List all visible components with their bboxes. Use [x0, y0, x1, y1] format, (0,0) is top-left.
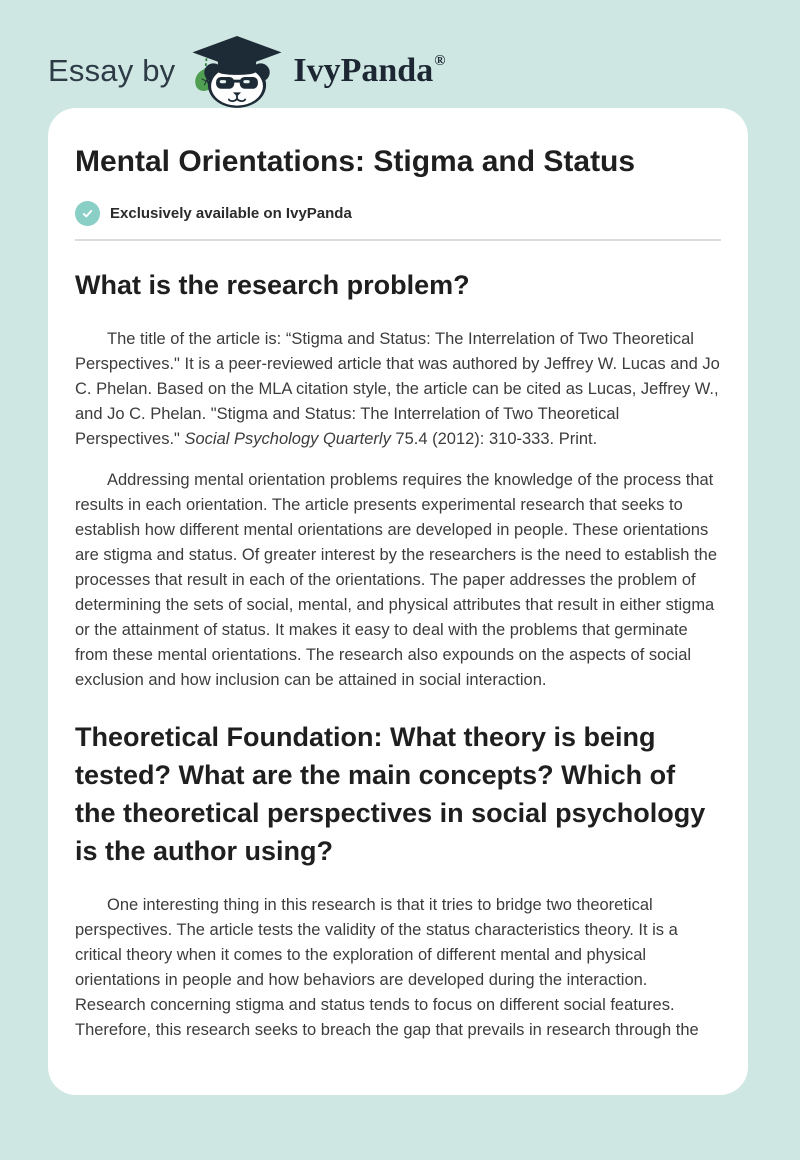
panda-logo-graphic: [187, 35, 287, 108]
brand-wordmark[interactable]: [293, 52, 444, 90]
registered-trademark-symbol: ®: [434, 53, 446, 69]
journal-title: Social Psychology Quarterly: [184, 430, 391, 448]
divider: [75, 239, 721, 241]
essay-title: Mental Orientations: Stigma and Status: [75, 145, 636, 178]
citation-text-after: 75.4 (2012): 310-333. Print.: [390, 430, 598, 448]
availability-badge-label: Exclusively available on IvyPanda: [110, 205, 352, 222]
ivypanda-panda-logo-icon[interactable]: [187, 35, 287, 108]
paragraph-citation: [75, 327, 721, 452]
section-heading-theoretical-foundation: Theoretical Foundation: What theory is being tested? What are the main concepts? Which of the theoretical perspectives in social psychology is the author using?: [75, 722, 706, 866]
brand-name: IvyPanda: [293, 52, 434, 89]
essay-by-label: Essay by: [48, 53, 176, 88]
paragraph-research-problem: Addressing mental orientation problems requires the knowledge of the process that results in each orientation. The article presents experimental research that seeks to establish how different mental orientations are developed in people. These orientations are stigma and status. Of greater interest by the researchers is the need to establish the processes that result in each of the orientations. The paper addresses the problem of determining the sets of social, mental, and physical attributes that result in either stigma or the attainment of status. It makes it easy to deal with the problems that germinate from these mental orientations. The research also expounds on the aspects of social exclusion and how inclusion can be attained in social interaction.: [75, 471, 718, 689]
availability-badge: [75, 201, 721, 226]
paragraph-theoretical-foundation: One interesting thing in this research is that it tries to bridge two theoretical perspectives. The article tests the validity of the status characteristics theory. It is a critical theory when it comes to the exploration of different mental and physical orientations in people and how behaviors are developed during the interaction. Research concerning stigma and status tends to focus on different social features. Therefore, this research seeks to breach the gap that prevails in research through the: [75, 896, 699, 1039]
essay-card: [48, 108, 748, 1095]
section-heading-research-problem: What is the research problem?: [75, 270, 470, 300]
checkmark-icon: [75, 201, 100, 226]
citation-text-before: The title of the article is: “Stigma and Status: The Interrelation of Two Theoretical Perspectives." It is a peer-reviewed article that was authored by Jeffrey W. Lucas and Jo C. Phelan. Based on the MLA citation style, the article can be cited as Lucas, Jeffrey W., and Jo C. Phelan. "Stigma and Status: The Interrelation of Two Theoretical Perspectives.": [75, 330, 720, 448]
page-header: [0, 0, 800, 108]
